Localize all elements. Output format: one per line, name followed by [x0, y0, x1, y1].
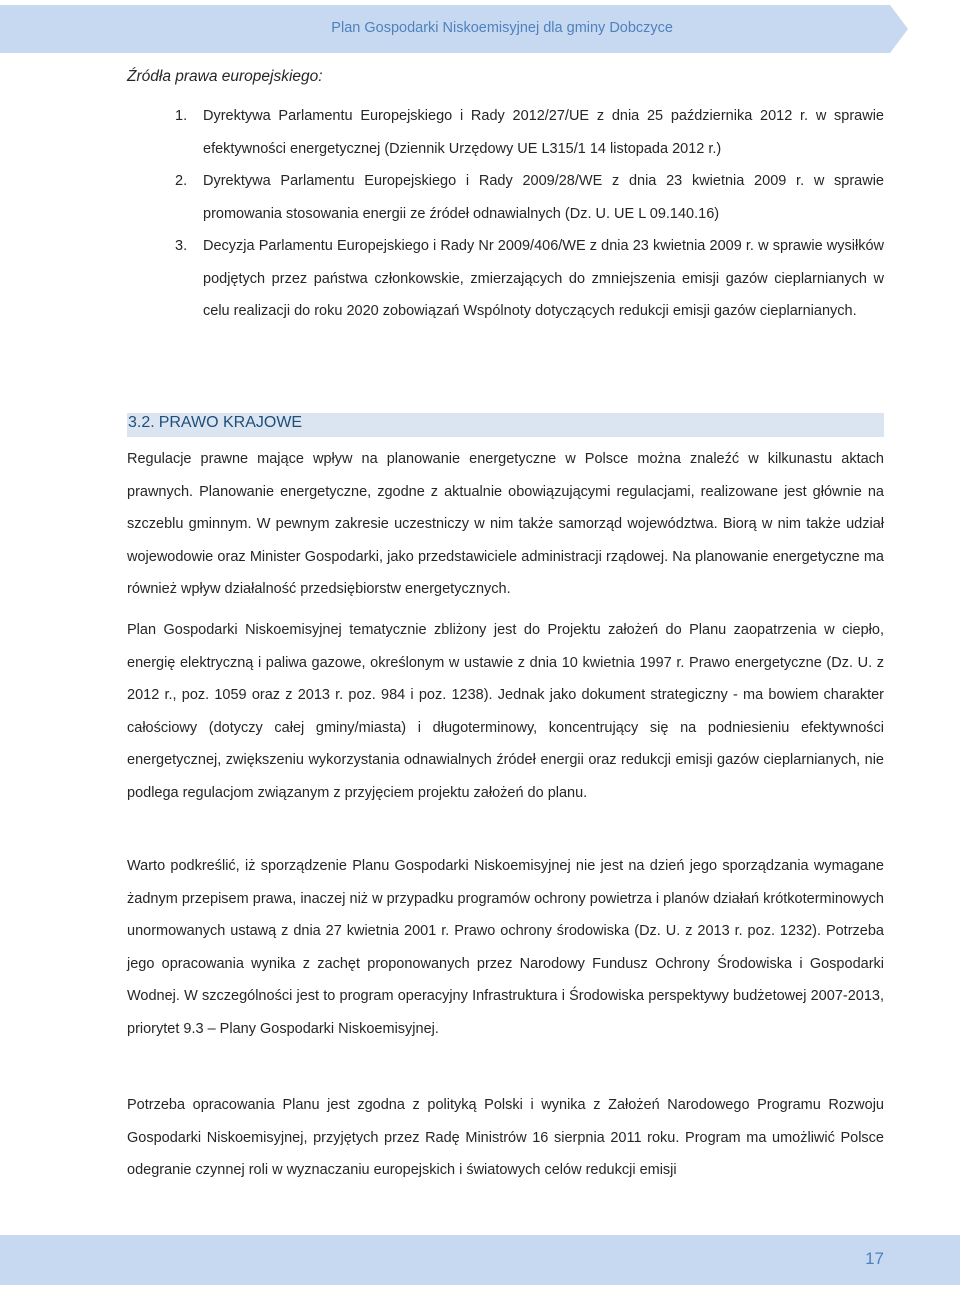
- list-item: [127, 100, 884, 165]
- section-heading: [128, 414, 302, 432]
- paragraph: Potrzeba opracowania Planu jest zgodna z polityką Polski i wynika z Założeń Narodowego Programu Rozwoju Gospodarki Niskoemisyjnej, przyjętych przez Radę Ministrów 16 sierpnia 2011 roku. Program ma umożliwić Polsce odegranie czynnej roli w wyznaczaniu europejskich i światowych celów redukcji emisji: [127, 1097, 884, 1178]
- paragraph: Plan Gospodarki Niskoemisyjnej tematycznie zbliżony jest do Projektu założeń do Planu zaopatrzenia w ciepło, energię elektryczną i paliwa gazowe, określonym w ustawie z dnia 10 kwietnia 1997 r. Prawo energetyczne (Dz. U. z 2012 r., poz. 1059 oraz z 2013 r. poz. 984 i poz. 1238). Jednak jako dokument strategiczny - ma bowiem charakter całościowy (dotyczy całej gminy/miasta) i długoterminowy, koncentrujący się na podniesieniu efektywności energetycznej, zwiększeniu wykorzystania odnawialnych źródeł energii oraz redukcji emisji gazów cieplarnianych, nie podlega regulacjom związanym z przyjęciem projektu założeń do planu.: [127, 622, 884, 801]
- page-number: 17: [865, 1249, 884, 1268]
- list-item: [127, 165, 884, 230]
- paragraph: Regulacje prawne mające wpływ na planowanie energetyczne w Polsce można znaleźć w kilkunastu aktach prawnych. Planowanie energetyczne, zgodne z aktualnie obowiązującymi regulacjami, realizowane jest głównie na szczeblu gminnym. W pewnym zakresie uczestniczy w nim także samorząd województwa. Biorą w nim także udział wojewodowie oraz Minister Gospodarki, jako przedstawiciele administracji rządowej. Na planowanie energetyczne ma również wpływ działalność przedsiębiorstw energetycznych.: [127, 451, 884, 597]
- list-item-text: Dyrektywa Parlamentu Europejskiego i Rady 2012/27/UE z dnia 25 października 2012 r. w sprawie efektywności energetycznej (Dziennik Urzędowy UE L315/1 14 listopada 2012 r.): [203, 108, 884, 157]
- section-title: PRAWO KRAJOWE: [158, 414, 303, 431]
- list-item-text: Decyzja Parlamentu Europejskiego i Rady Nr 2009/406/WE z dnia 23 kwietnia 2009 r. w sprawie wysiłków podjętych przez państwa członkowskie, zmierzających do zmniejszenia emisji gazów cieplarnianych w celu realizacji do roku 2020 zobowiązań Wspólnoty dotyczących redukcji emisji gazów cieplarnianych.: [203, 238, 884, 319]
- list-item-number: 1.: [175, 108, 188, 124]
- sources-list: [127, 100, 884, 328]
- list-item-number: 2.: [175, 173, 188, 189]
- list-item-text: Dyrektywa Parlamentu Europejskiego i Rady 2009/28/WE z dnia 23 kwietnia 2009 r. w sprawie promowania stosowania energii ze źródeł odnawialnych (Dz. U. UE L 09.140.16): [203, 173, 884, 222]
- list-item-number: 3.: [175, 238, 188, 254]
- sources-heading: Źródła prawa europejskiego:: [127, 68, 323, 85]
- list-item: [127, 230, 884, 328]
- header-arrow-decoration: [890, 5, 908, 53]
- document-title: Plan Gospodarki Niskoemisyjnej dla gminy Dobczyce: [331, 20, 673, 36]
- section-number: 3.2.: [128, 414, 155, 431]
- footer-band: [0, 1235, 960, 1285]
- paragraph: Warto podkreślić, iż sporządzenie Planu Gospodarki Niskoemisyjnej nie jest na dzień jego sporządzania wymagane żadnym przepisem prawa, inaczej niż w przypadku programów ochrony powietrza i planów działań krótkoterminowych unormowanych ustawą z dnia 27 kwietnia 2001 r. Prawo ochrony środowiska (Dz. U. z 2013 r. poz. 1232). Potrzeba jego opracowania wynika z zachęt proponowanych przez Narodowy Fundusz Ochrony Środowiska i Gospodarki Wodnej. W szczególności jest to program operacyjny Infrastruktura i Środowiska perspektywy budżetowej 2007-2013, priorytet 9.3 – Plany Gospodarki Niskoemisyjnej.: [127, 858, 884, 1037]
